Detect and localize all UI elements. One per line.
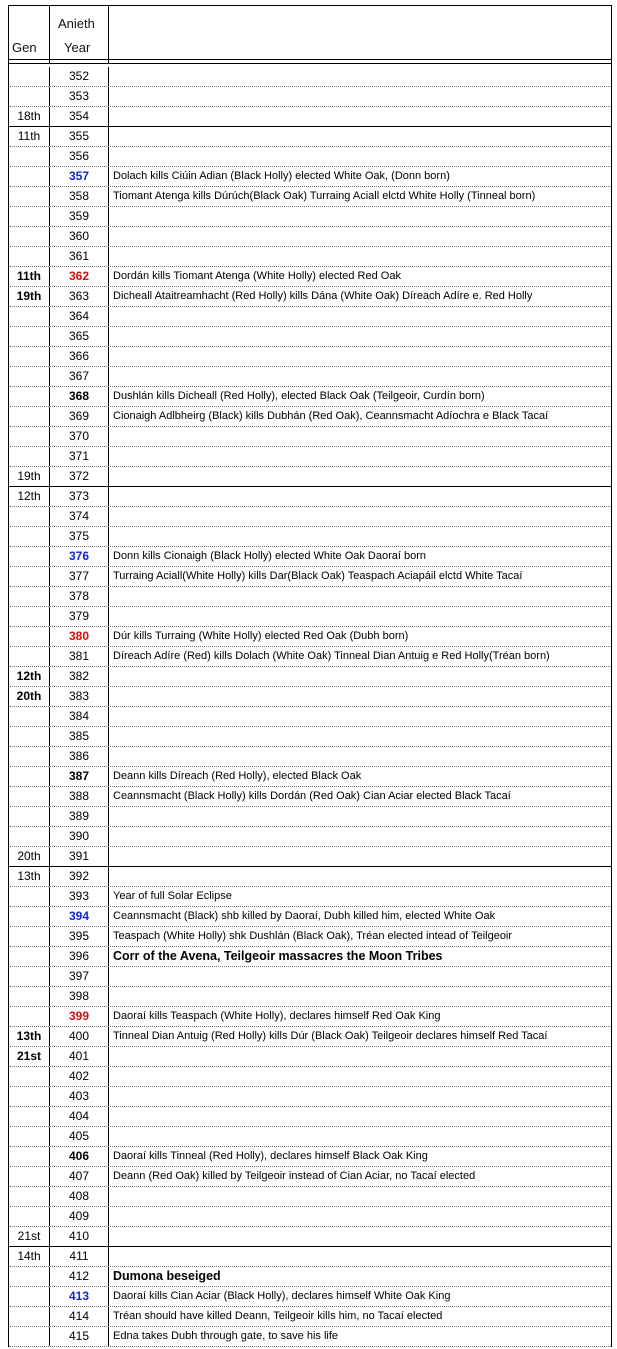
event-cell bbox=[113, 727, 609, 746]
table-row bbox=[9, 367, 611, 387]
year-cell: 371 bbox=[50, 447, 109, 466]
table-row bbox=[9, 167, 611, 187]
year-cell: 396 bbox=[50, 947, 109, 966]
event-cell bbox=[113, 447, 609, 466]
gen-cell: 20th bbox=[9, 847, 50, 866]
event-cell bbox=[113, 1087, 609, 1106]
gen-cell bbox=[9, 87, 50, 106]
table-row bbox=[9, 387, 611, 407]
year-cell: 354 bbox=[50, 107, 109, 126]
table-row bbox=[9, 707, 611, 727]
event-cell bbox=[113, 1227, 609, 1246]
table-row bbox=[9, 1047, 611, 1067]
event-cell bbox=[113, 1107, 609, 1126]
gen-cell bbox=[9, 1067, 50, 1086]
event-cell bbox=[113, 1247, 609, 1266]
table-row bbox=[9, 747, 611, 767]
year-cell: 362 bbox=[50, 267, 109, 286]
event-cell bbox=[113, 207, 609, 226]
event-cell: Teaspach (White Holly) shk Dushlán (Black Oak), Tréan elected intead of Teilgeoir bbox=[113, 930, 513, 942]
table-row bbox=[9, 1107, 611, 1127]
year-cell: 414 bbox=[50, 1307, 109, 1326]
table-row bbox=[9, 767, 611, 787]
event-cell bbox=[113, 467, 609, 486]
year-cell: 377 bbox=[50, 567, 109, 586]
event-cell: Dordán kills Tiomant Atenga (White Holly) elected Red Oak bbox=[113, 270, 401, 282]
gen-cell: 20th bbox=[9, 687, 50, 706]
gen-cell bbox=[9, 627, 50, 646]
event-cell bbox=[113, 147, 609, 166]
gen-cell bbox=[9, 307, 50, 326]
header-divider-double bbox=[9, 63, 611, 64]
year-cell: 380 bbox=[50, 627, 109, 646]
table-row bbox=[9, 1067, 611, 1087]
year-cell: 370 bbox=[50, 427, 109, 446]
event-cell bbox=[113, 747, 609, 766]
year-cell: 407 bbox=[50, 1167, 109, 1186]
table-row bbox=[9, 647, 611, 667]
gen-cell bbox=[9, 1287, 50, 1306]
year-cell: 389 bbox=[50, 807, 109, 826]
event-cell: Daoraí kills Tinneal (Red Holly), declares himself Black Oak King bbox=[113, 1150, 428, 1162]
year-cell: 394 bbox=[50, 907, 109, 926]
gen-cell bbox=[9, 447, 50, 466]
year-cell: 387 bbox=[50, 767, 109, 786]
event-cell bbox=[113, 707, 609, 726]
gen-cell: 11th bbox=[9, 267, 50, 286]
table-row bbox=[9, 627, 611, 647]
table-row bbox=[9, 1307, 611, 1327]
event-cell bbox=[113, 527, 609, 546]
gen-cell bbox=[9, 827, 50, 846]
gen-cell bbox=[9, 67, 50, 86]
year-cell: 385 bbox=[50, 727, 109, 746]
event-cell bbox=[113, 1187, 609, 1206]
year-cell: 359 bbox=[50, 207, 109, 226]
year-cell: 356 bbox=[50, 147, 109, 166]
year-cell: 395 bbox=[50, 927, 109, 946]
event-cell bbox=[113, 667, 609, 686]
table-row bbox=[9, 667, 611, 687]
gen-cell bbox=[9, 147, 50, 166]
event-cell: Turraing Aciall(White Holly) kills Dar(Black Oak) Teaspach Aciapáil elctd White Tacaí bbox=[113, 570, 523, 582]
year-cell: 352 bbox=[50, 67, 109, 86]
table-row bbox=[9, 807, 611, 827]
gen-cell bbox=[9, 1307, 50, 1326]
event-cell: Dumona beseiged bbox=[113, 1269, 221, 1283]
table-row bbox=[9, 1207, 611, 1227]
event-cell bbox=[113, 227, 609, 246]
year-cell: 405 bbox=[50, 1127, 109, 1146]
year-header-cell bbox=[50, 6, 109, 64]
year-cell: 379 bbox=[50, 607, 109, 626]
gen-cell bbox=[9, 527, 50, 546]
year-cell: 358 bbox=[50, 187, 109, 206]
table-row bbox=[9, 267, 611, 287]
table-row bbox=[9, 1227, 611, 1247]
gen-cell bbox=[9, 787, 50, 806]
table-row bbox=[9, 827, 611, 847]
event-cell bbox=[113, 807, 609, 826]
table-row bbox=[9, 947, 611, 967]
table-row bbox=[9, 987, 611, 1007]
event-cell bbox=[113, 827, 609, 846]
year-cell: 415 bbox=[50, 1327, 109, 1346]
gen-cell bbox=[9, 987, 50, 1006]
event-cell: Ceannsmacht (Black) shb killed by Daoraí, Dubh killed him, elected White Oak bbox=[113, 910, 496, 922]
event-cell: Year of full Solar Eclipse bbox=[113, 890, 232, 902]
year-cell: 368 bbox=[50, 387, 109, 406]
table-row bbox=[9, 787, 611, 807]
year-cell: 398 bbox=[50, 987, 109, 1006]
event-cell bbox=[113, 67, 609, 86]
event-cell bbox=[113, 847, 609, 866]
year-cell: 382 bbox=[50, 667, 109, 686]
table-row bbox=[9, 67, 611, 87]
year-cell: 411 bbox=[50, 1247, 109, 1266]
timeline-table bbox=[8, 5, 612, 1347]
gen-cell bbox=[9, 247, 50, 266]
header-divider bbox=[9, 59, 611, 60]
event-cell bbox=[113, 607, 609, 626]
event-cell bbox=[113, 507, 609, 526]
event-cell: Tiomant Atenga kills Dúrúch(Black Oak) Turraing Aciall elctd White Holly (Tinneal born) bbox=[113, 190, 536, 202]
event-cell bbox=[113, 87, 609, 106]
gen-cell: 11th bbox=[9, 127, 50, 146]
year-cell: 400 bbox=[50, 1027, 109, 1046]
year-cell: 413 bbox=[50, 1287, 109, 1306]
table-row bbox=[9, 1027, 611, 1047]
year-cell: 403 bbox=[50, 1087, 109, 1106]
year-cell: 360 bbox=[50, 227, 109, 246]
table-row bbox=[9, 607, 611, 627]
year-cell: 388 bbox=[50, 787, 109, 806]
gen-cell bbox=[9, 907, 50, 926]
year-cell: 369 bbox=[50, 407, 109, 426]
gen-cell bbox=[9, 327, 50, 346]
year-cell: 392 bbox=[50, 867, 109, 886]
gen-cell bbox=[9, 1207, 50, 1226]
table-row bbox=[9, 567, 611, 587]
event-cell: Dushlán kills Dicheall (Red Holly), elected Black Oak (Teilgeoir, Curdín born) bbox=[113, 390, 485, 402]
gen-cell bbox=[9, 967, 50, 986]
gen-cell bbox=[9, 207, 50, 226]
event-cell bbox=[113, 487, 609, 506]
year-cell: 409 bbox=[50, 1207, 109, 1226]
table-row bbox=[9, 1167, 611, 1187]
event-cell bbox=[113, 347, 609, 366]
gen-cell: 18th bbox=[9, 107, 50, 126]
year-cell: 412 bbox=[50, 1267, 109, 1286]
table-row bbox=[9, 227, 611, 247]
table-row bbox=[9, 847, 611, 867]
table-row bbox=[9, 587, 611, 607]
gen-cell bbox=[9, 507, 50, 526]
year-header-label: Year bbox=[64, 40, 91, 55]
gen-cell bbox=[9, 1127, 50, 1146]
event-cell: Díreach Adíre (Red) kills Dolach (White Oak) Tinneal Dian Antuig e Red Holly(Tréan born) bbox=[113, 650, 550, 662]
gen-cell bbox=[9, 427, 50, 446]
year-cell: 365 bbox=[50, 327, 109, 346]
gen-cell bbox=[9, 727, 50, 746]
table-row bbox=[9, 527, 611, 547]
table-row bbox=[9, 247, 611, 267]
event-cell bbox=[113, 367, 609, 386]
year-cell: 406 bbox=[50, 1147, 109, 1166]
gen-cell bbox=[9, 387, 50, 406]
table-row bbox=[9, 467, 611, 487]
year-cell: 364 bbox=[50, 307, 109, 326]
event-cell: Deann (Red Oak) killed by Teilgeoir instead of Cian Aciar, no Tacaí elected bbox=[113, 1170, 476, 1182]
gen-cell bbox=[9, 167, 50, 186]
gen-cell bbox=[9, 1147, 50, 1166]
year-cell: 373 bbox=[50, 487, 109, 506]
event-cell: Dolach kills Ciúin Adian (Black Holly) elected White Oak, (Donn born) bbox=[113, 170, 450, 182]
event-cell: Dúr kills Turraing (White Holly) elected Red Oak (Dubh born) bbox=[113, 630, 409, 642]
event-cell bbox=[113, 1067, 609, 1086]
table-row bbox=[9, 307, 611, 327]
gen-cell bbox=[9, 347, 50, 366]
year-cell: 397 bbox=[50, 967, 109, 986]
table-row bbox=[9, 507, 611, 527]
table-row bbox=[9, 727, 611, 747]
year-cell: 357 bbox=[50, 167, 109, 186]
gen-cell bbox=[9, 607, 50, 626]
gen-cell bbox=[9, 227, 50, 246]
table-row bbox=[9, 147, 611, 167]
gen-cell: 19th bbox=[9, 467, 50, 486]
event-cell bbox=[113, 987, 609, 1006]
event-cell bbox=[113, 1047, 609, 1066]
event-cell bbox=[113, 687, 609, 706]
table-row bbox=[9, 1127, 611, 1147]
year-cell: 367 bbox=[50, 367, 109, 386]
event-cell: Corr of the Avena, Teilgeoir massacres the Moon Tribes bbox=[113, 949, 443, 963]
table-row bbox=[9, 887, 611, 907]
gen-cell bbox=[9, 1187, 50, 1206]
gen-header-cell bbox=[9, 6, 50, 64]
gen-cell bbox=[9, 927, 50, 946]
gen-cell bbox=[9, 747, 50, 766]
table-row bbox=[9, 1287, 611, 1307]
gen-cell bbox=[9, 647, 50, 666]
table-row bbox=[9, 447, 611, 467]
gen-cell bbox=[9, 1107, 50, 1126]
year-cell: 401 bbox=[50, 1047, 109, 1066]
gen-cell bbox=[9, 587, 50, 606]
event-cell: Edna takes Dubh through gate, to save his life bbox=[113, 1330, 339, 1342]
table-row bbox=[9, 687, 611, 707]
table-row bbox=[9, 327, 611, 347]
table-header bbox=[9, 5, 611, 64]
table-row bbox=[9, 487, 611, 507]
gen-header-label: Gen bbox=[12, 40, 37, 55]
gen-cell bbox=[9, 1167, 50, 1186]
table-row bbox=[9, 127, 611, 147]
table-row bbox=[9, 1187, 611, 1207]
gen-cell: 14th bbox=[9, 1247, 50, 1266]
gen-cell bbox=[9, 1007, 50, 1026]
event-cell: Donn kills Cionaigh (Black Holly) elected White Oak Daoraí born bbox=[113, 550, 427, 562]
gen-cell bbox=[9, 887, 50, 906]
event-cell bbox=[113, 107, 609, 126]
table-row bbox=[9, 927, 611, 947]
year-cell: 376 bbox=[50, 547, 109, 566]
year-cell: 390 bbox=[50, 827, 109, 846]
gen-cell bbox=[9, 807, 50, 826]
event-cell bbox=[113, 247, 609, 266]
gen-cell bbox=[9, 707, 50, 726]
year-cell: 408 bbox=[50, 1187, 109, 1206]
table-row bbox=[9, 1087, 611, 1107]
table-row bbox=[9, 187, 611, 207]
table-row bbox=[9, 207, 611, 227]
anieth-header-label: Anieth bbox=[58, 16, 95, 31]
event-cell bbox=[113, 427, 609, 446]
table-row bbox=[9, 867, 611, 887]
table-row bbox=[9, 107, 611, 127]
year-cell: 410 bbox=[50, 1227, 109, 1246]
gen-cell: 21st bbox=[9, 1047, 50, 1066]
gen-cell bbox=[9, 1327, 50, 1346]
gen-cell bbox=[9, 367, 50, 386]
event-cell bbox=[113, 327, 609, 346]
year-cell: 384 bbox=[50, 707, 109, 726]
gen-cell bbox=[9, 767, 50, 786]
year-cell: 399 bbox=[50, 1007, 109, 1026]
year-cell: 386 bbox=[50, 747, 109, 766]
gen-cell: 12th bbox=[9, 487, 50, 506]
year-cell: 378 bbox=[50, 587, 109, 606]
event-cell: Cionaigh Adlbheirg (Black) kills Dubhán (Red Oak), Ceannsmacht Adíochra e Black Tacaí bbox=[113, 410, 549, 422]
event-cell bbox=[113, 587, 609, 606]
table-row bbox=[9, 87, 611, 107]
table-row bbox=[9, 287, 611, 307]
event-cell: Deann kills Díreach (Red Holly), elected Black Oak bbox=[113, 770, 362, 782]
gen-cell bbox=[9, 947, 50, 966]
table-row bbox=[9, 967, 611, 987]
gen-cell bbox=[9, 547, 50, 566]
table-row bbox=[9, 907, 611, 927]
year-cell: 383 bbox=[50, 687, 109, 706]
year-cell: 366 bbox=[50, 347, 109, 366]
gen-cell bbox=[9, 1267, 50, 1286]
event-cell: Tinneal Dian Antuig (Red Holly) kills Dúr (Black Oak) Teilgeoir declares himself Red Tacaí bbox=[113, 1030, 548, 1042]
gen-cell bbox=[9, 407, 50, 426]
year-cell: 402 bbox=[50, 1067, 109, 1086]
table-row bbox=[9, 1147, 611, 1167]
table-row bbox=[9, 1327, 611, 1347]
table-row bbox=[9, 347, 611, 367]
event-cell: Daoraí kills Teaspach (White Holly), declares himself Red Oak King bbox=[113, 1010, 441, 1022]
year-cell: 404 bbox=[50, 1107, 109, 1126]
gen-cell: 12th bbox=[9, 667, 50, 686]
event-cell bbox=[113, 307, 609, 326]
gen-cell: 13th bbox=[9, 1027, 50, 1046]
table-row bbox=[9, 547, 611, 567]
year-cell: 372 bbox=[50, 467, 109, 486]
table-row bbox=[9, 407, 611, 427]
gen-cell: 19th bbox=[9, 287, 50, 306]
year-cell: 363 bbox=[50, 287, 109, 306]
event-cell: Dicheall Ataitreamhacht (Red Holly) kills Dána (White Oak) Díreach Adíre e. Red Holly bbox=[113, 290, 533, 302]
gen-cell: 13th bbox=[9, 867, 50, 886]
event-cell: Ceannsmacht (Black Holly) kills Dordán (Red Oak) Cian Aciar elected Black Tacaí bbox=[113, 790, 511, 802]
event-cell bbox=[113, 127, 609, 146]
year-cell: 393 bbox=[50, 887, 109, 906]
gen-cell: 21st bbox=[9, 1227, 50, 1246]
gen-cell bbox=[9, 1087, 50, 1106]
event-cell bbox=[113, 1207, 609, 1226]
year-cell: 361 bbox=[50, 247, 109, 266]
table-row bbox=[9, 1267, 611, 1287]
year-cell: 391 bbox=[50, 847, 109, 866]
event-cell bbox=[113, 867, 609, 886]
event-cell bbox=[113, 1127, 609, 1146]
gen-cell bbox=[9, 187, 50, 206]
table-body bbox=[9, 67, 611, 1347]
event-cell: Daoraí kills Cian Aciar (Black Holly), declares himself White Oak King bbox=[113, 1290, 451, 1302]
gen-cell bbox=[9, 567, 50, 586]
table-row bbox=[9, 1247, 611, 1267]
event-cell: Tréan should have killed Deann, Teilgeoir kills him, no Tacaí elected bbox=[113, 1310, 443, 1322]
year-cell: 355 bbox=[50, 127, 109, 146]
year-cell: 381 bbox=[50, 647, 109, 666]
year-cell: 353 bbox=[50, 87, 109, 106]
table-row bbox=[9, 427, 611, 447]
year-cell: 374 bbox=[50, 507, 109, 526]
table-row bbox=[9, 1007, 611, 1027]
year-cell: 375 bbox=[50, 527, 109, 546]
event-cell bbox=[113, 967, 609, 986]
